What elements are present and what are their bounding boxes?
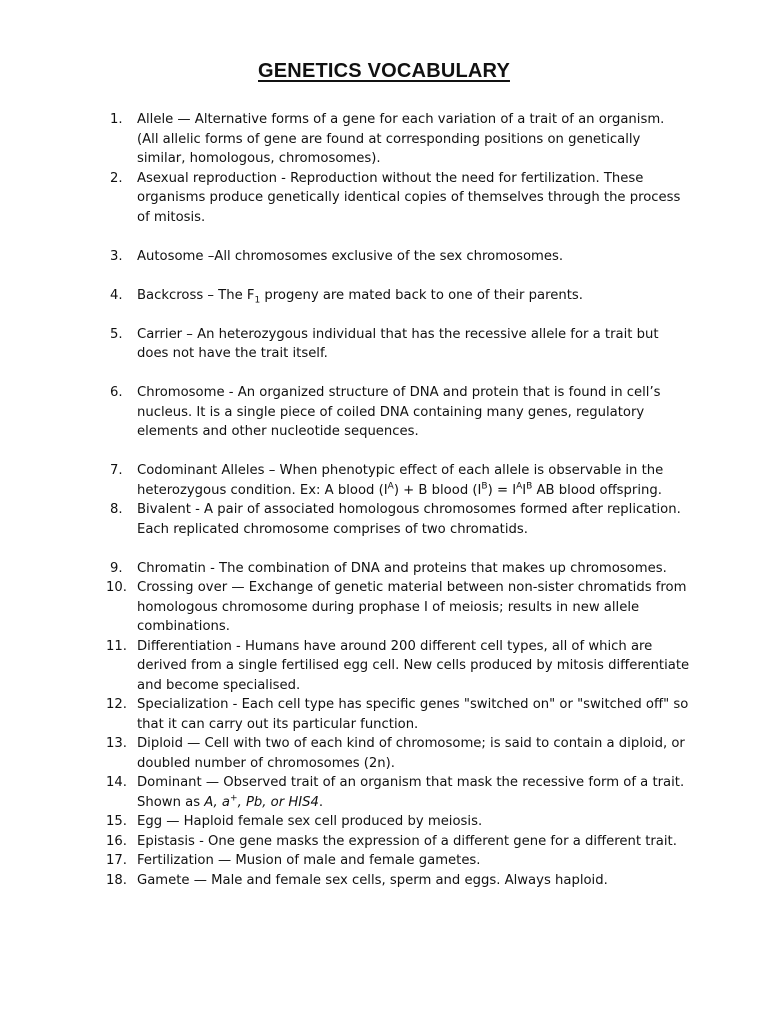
item-number: 5. — [110, 326, 123, 342]
item-number: 4. — [110, 287, 123, 303]
item-text-a: Codominant Alleles – When phenotypic effect of each allele is observable in the heterozygous condition. Ex: A blood (I — [137, 463, 664, 498]
item-number: 16. — [106, 833, 127, 849]
item-text-e: AB blood offspring. — [532, 482, 662, 498]
item-text: Autosome –All chromosomes exclusive of the sex chromosomes. — [137, 248, 564, 264]
item-text-start: Backcross – The F — [137, 287, 255, 303]
item-text: Chromatin - The combination of DNA and proteins that makes up chromosomes. — [137, 560, 667, 576]
superscript: B — [526, 481, 533, 492]
item-text: Epistasis - One gene masks the expression of a different gene for a different trait. — [137, 833, 677, 849]
item-number: 10. — [106, 580, 127, 595]
subscript: 1 — [254, 295, 261, 306]
superscript: A — [387, 481, 394, 492]
list-item-15 — [106, 812, 690, 832]
item-text — [137, 775, 684, 810]
superscript: + — [230, 793, 238, 804]
item-text: Differentiation - Humans have around 200 different cell types, all of which are derived from a single fertilised egg cell. New cells produced by mitosis differentiate and become specialised. — [137, 638, 690, 693]
page-title: GENETICS VOCABULARY — [258, 60, 510, 82]
item-number: 3. — [110, 248, 123, 264]
list-item-3 — [110, 247, 690, 267]
item-text-end: . — [318, 794, 324, 810]
item-number: 9. — [110, 560, 123, 576]
item-text-end: progeny are mated back to one of their parents. — [260, 287, 583, 303]
italic-symbols: A, a — [204, 794, 231, 810]
item-number: 2. — [110, 170, 123, 186]
list-item-6 — [110, 383, 690, 442]
list-item-1 — [110, 110, 690, 169]
item-number: 15. — [106, 814, 127, 829]
list-item-16 — [106, 832, 690, 852]
item-text: Fertilization — Musion of male and female gametes. — [137, 853, 481, 868]
item-text: Crossing over — Exchange of genetic material between non-sister chromatids from homologous chromosome during prophase I of meiosis; results in new allele combinations. — [137, 580, 687, 634]
list-item-5 — [110, 325, 690, 364]
list-item-4 — [110, 286, 690, 306]
list-item-18 — [106, 871, 690, 891]
item-text — [137, 287, 583, 306]
item-text: Specialization - Each cell type has specific genes "switched on" or "switched off" so that it can carry out its particular function. — [137, 697, 689, 732]
item-text: Asexual reproduction - Reproduction without the need for fertilization. These organisms produce genetically identical copies of themselves through the process of mitosis. — [137, 170, 681, 225]
item-text: Diploid — Cell with two of each kind of chromosome; is said to contain a diploid, or doubled number of chromosomes (2n). — [137, 736, 685, 771]
list-item-9 — [110, 559, 690, 579]
list-item-11 — [106, 637, 690, 696]
item-number: 11. — [106, 638, 127, 654]
item-text: Gamete — Male and female sex cells, sperm and eggs. Always haploid. — [137, 872, 608, 888]
item-number: 6. — [110, 385, 123, 400]
italic-symbols: , Pb, or HIS4 — [237, 794, 319, 810]
item-text: Allele — Alternative forms of a gene for each variation of a trait of an organism. (All allelic forms of gene are found at corresponding positions on genetically similar, homologous, chromosomes). — [137, 112, 665, 166]
list-item-12 — [106, 695, 690, 734]
item-text-d: I — [522, 482, 527, 498]
list-item-7 — [110, 461, 690, 500]
item-text: Carrier – An heterozygous individual that has the recessive allele for a trait but does not have the trait itself. — [137, 326, 659, 361]
item-number: 14. — [106, 775, 127, 790]
list-item-17 — [106, 851, 690, 871]
item-text-b: ) + B blood (I — [393, 482, 482, 498]
list-item-13 — [106, 734, 690, 773]
vocabulary-list — [106, 110, 690, 890]
superscript: A — [516, 481, 523, 492]
item-text: Egg — Haploid female sex cell produced by meiosis. — [137, 814, 483, 829]
item-number: 1. — [110, 112, 123, 127]
item-number: 18. — [106, 872, 127, 888]
item-text: Chromosome - An organized structure of DNA and protein that is found in cell’s nucleus. It is a single piece of coiled DNA containing many genes, regulatory elements and other nucleotide sequences. — [137, 385, 661, 439]
item-number: 7. — [110, 463, 123, 478]
list-item-8 — [110, 500, 690, 539]
superscript: B — [481, 481, 488, 492]
item-number: 12. — [106, 697, 127, 712]
item-number: 17. — [106, 853, 127, 868]
item-text-c: ) = I — [487, 482, 517, 498]
item-text-start: Dominant — Observed trait of an organism that mask the recessive form of a trait. Shown as — [137, 775, 685, 810]
item-number: 13. — [106, 736, 127, 751]
item-text: Bivalent - A pair of associated homologous chromosomes formed after replication. Each replicated chromosome comprises of two chromatids. — [137, 502, 681, 537]
list-item-2 — [110, 169, 690, 228]
list-item-10 — [106, 578, 690, 637]
list-item-14 — [106, 773, 690, 812]
item-text — [137, 463, 663, 498]
item-number: 8. — [110, 502, 123, 517]
